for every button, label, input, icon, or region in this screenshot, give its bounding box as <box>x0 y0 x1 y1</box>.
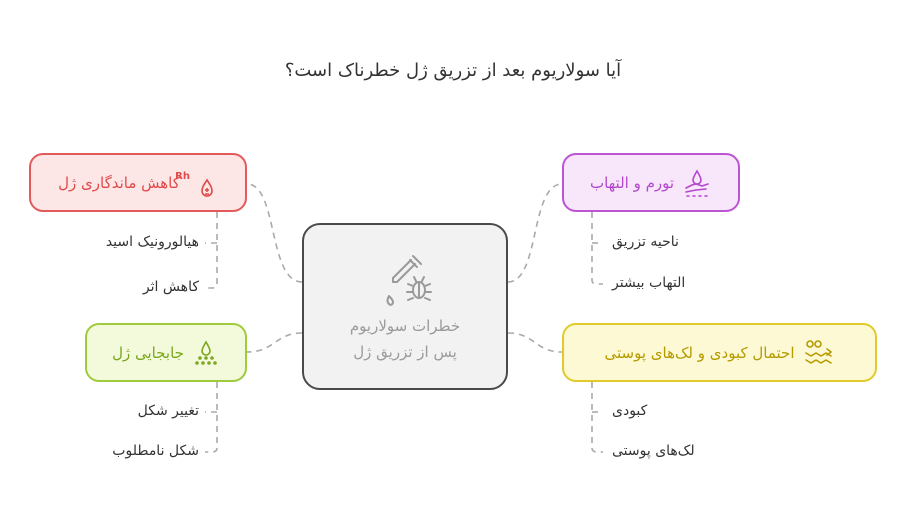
swelling-node[interactable] <box>562 153 740 212</box>
sprinkle-drop-icon <box>192 339 220 367</box>
dropper-bug-icon <box>375 252 435 310</box>
gel-loss-node[interactable] <box>29 153 247 212</box>
heat-wave-icon <box>803 338 835 368</box>
bruising-item-1: کبودی <box>612 403 648 419</box>
center-node <box>302 223 508 390</box>
svg-text:Rh: Rh <box>175 170 190 182</box>
bruising-item-2: لک‌های پوستی <box>612 443 695 459</box>
gel-loss-label: کاهش ماندگاری ژل <box>58 173 180 192</box>
center-label-line1: خطرات سولاریوم <box>349 316 461 335</box>
displacement-label: جابجایی ژل <box>112 343 184 362</box>
gel-loss-item-2: کاهش اثر <box>142 279 199 295</box>
swelling-item-2: التهاب بیشتر <box>612 275 686 291</box>
bruising-node[interactable] <box>562 323 877 382</box>
swelling-label: تورم و التهاب <box>589 173 675 192</box>
center-label-line2: پس از تزریق ژل <box>353 342 457 361</box>
displacement-item-2: شکل نامطلوب <box>112 443 199 459</box>
displacement-node[interactable] <box>85 323 247 382</box>
displacement-item-1: تغییر شکل <box>137 403 199 419</box>
water-hand-icon <box>682 168 712 198</box>
swelling-item-1: ناحیه تزریق <box>612 234 679 250</box>
gel-loss-item-1: هیالورونیک اسید <box>105 234 199 250</box>
bruising-label: احتمال کبودی و لک‌های پوستی <box>604 343 795 362</box>
diagram-title: آیا سولاریوم بعد از تزریق ژل خطرناک است؟ <box>284 60 622 81</box>
rh-drop-icon <box>175 168 218 198</box>
